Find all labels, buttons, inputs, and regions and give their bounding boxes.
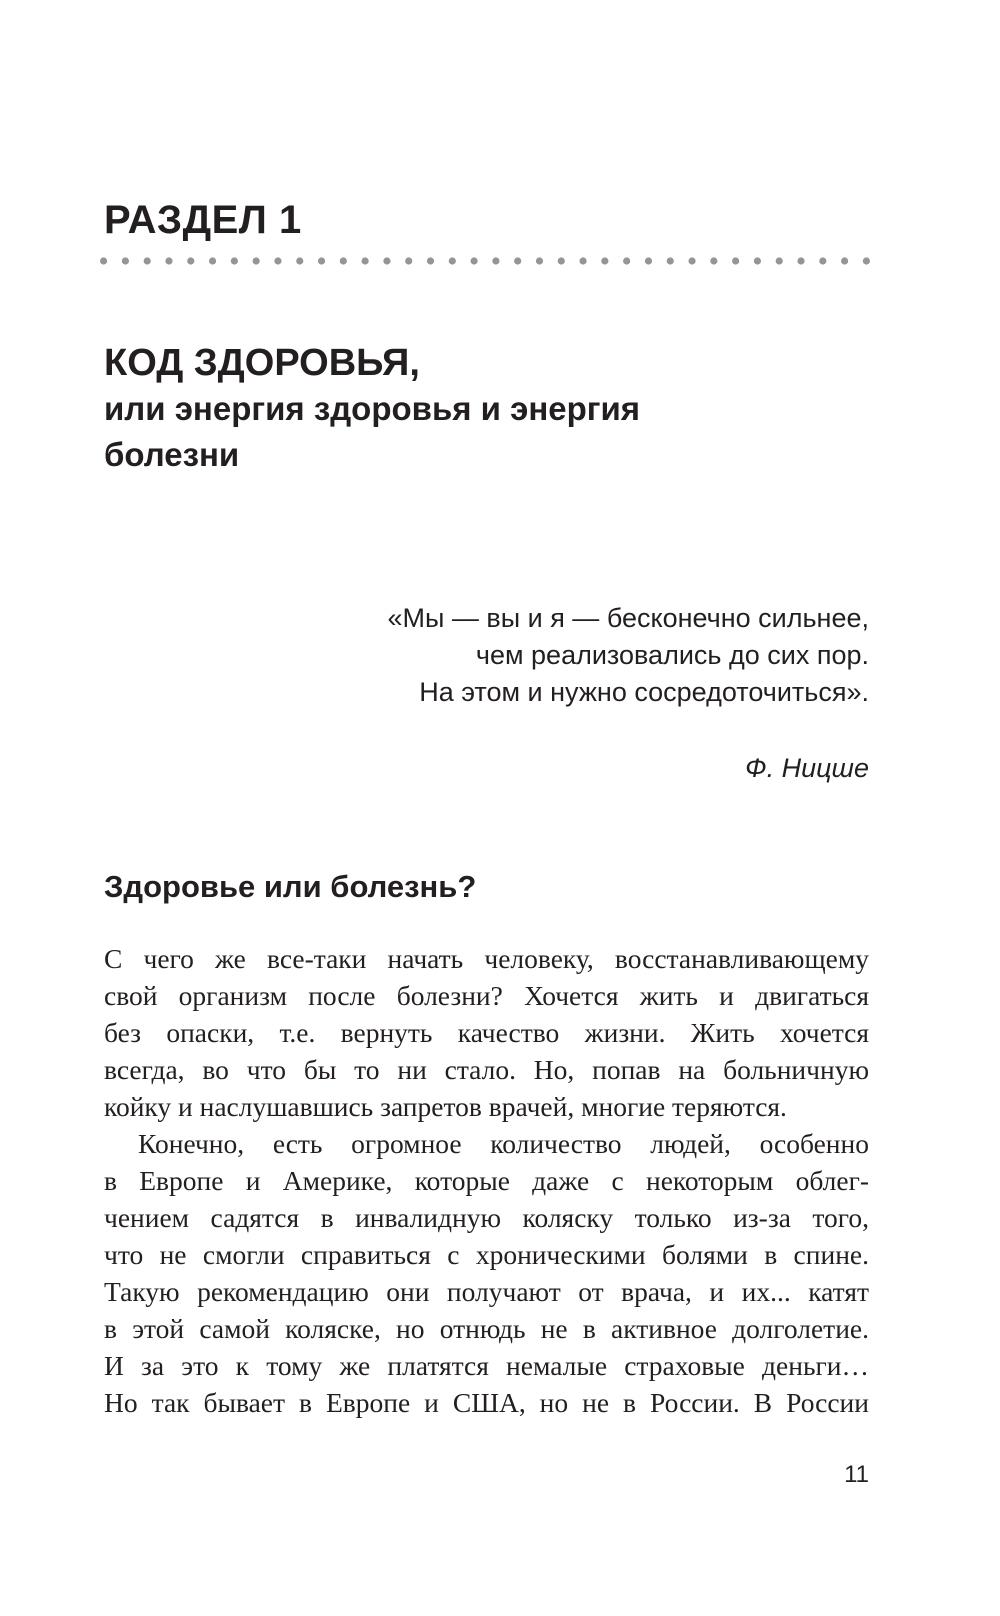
divider-dot [710, 257, 717, 264]
divider-dot [819, 257, 826, 264]
page-number: 11 [844, 1461, 869, 1488]
epigraph-line: «Мы — вы и я — бесконечно сильнее, [387, 603, 869, 633]
paragraph-2 [104, 1125, 869, 1421]
divider-dot [296, 257, 303, 264]
body-text [104, 940, 869, 1421]
divider-dot [492, 257, 499, 264]
divider-dot [187, 257, 194, 264]
text-line: чением садятся в инвалидную коляску только из-за того, [104, 1202, 869, 1233]
divider-dot [427, 257, 434, 264]
text-line: всегда, во что бы то ни стало. Но, попав на больничную [104, 1054, 869, 1085]
text-line: без опаски, т.е. вернуть качество жизни. Жить хочется [104, 1017, 869, 1048]
chapter-subtitle-line-1: или энергия здоровья и энергия [104, 390, 641, 427]
divider-dot [274, 257, 281, 264]
divider-dot [122, 257, 129, 264]
divider-dot [688, 257, 695, 264]
divider-dot [514, 257, 521, 264]
divider-dot [558, 257, 565, 264]
subheading: Здоровье или болезнь? [104, 869, 477, 904]
text-line: И за это к тому же платятся немалые страховые деньги… [104, 1350, 869, 1381]
divider-dot [405, 257, 412, 264]
chapter-title [104, 340, 864, 478]
chapter-title-main: КОД ЗДОРОВЬЯ, [104, 342, 420, 384]
text-line: Такую рекомендацию они получают от врача, и их... катят [104, 1276, 869, 1307]
epigraph-line: чем реализовались до сих пор. [475, 640, 869, 670]
divider-dot [144, 257, 151, 264]
divider-dot [383, 257, 390, 264]
divider-dot [231, 257, 238, 264]
divider-dot [579, 257, 586, 264]
section-label: РАЗДЕЛ 1 [104, 198, 302, 242]
dotted-divider [100, 255, 870, 267]
text-line: Конечно, есть огромное количество людей, особенно [138, 1128, 869, 1159]
divider-dot [754, 257, 761, 264]
chapter-subtitle-line-2: болезни [104, 436, 240, 473]
text-line: что не смогли справиться с хроническими болями в спине. [104, 1239, 869, 1270]
epigraph-author: Ф. Ницше [745, 753, 869, 783]
text-line: в Европе и Америке, которые даже с некоторым облег- [104, 1165, 869, 1196]
text-line: Но так бывает в Европе и США, но не в России. В России [104, 1387, 869, 1418]
divider-dot [340, 257, 347, 264]
divider-dot [623, 257, 630, 264]
text-line: койку и наслушавшись запретов врачей, многие теряются. [104, 1091, 787, 1122]
epigraph-quote [300, 600, 869, 711]
divider-dot [841, 257, 848, 264]
divider-dot [100, 257, 107, 264]
divider-dot [732, 257, 739, 264]
divider-dot [209, 257, 216, 264]
divider-dot [667, 257, 674, 264]
text-line: С чего же все-таки начать человеку, восстанавливающему [104, 943, 869, 974]
divider-dot [253, 257, 260, 264]
text-line: свой организм после болезни? Хочется жить и двигаться [104, 980, 869, 1011]
divider-dot [362, 257, 369, 264]
divider-dot [449, 257, 456, 264]
divider-dot [797, 257, 804, 264]
divider-dot [601, 257, 608, 264]
divider-dot [536, 257, 543, 264]
divider-dot [645, 257, 652, 264]
divider-dot [863, 257, 870, 264]
divider-dot [776, 257, 783, 264]
divider-dot [165, 257, 172, 264]
text-line: в этой самой коляске, но отнюдь не в активное долголетие. [104, 1313, 869, 1344]
divider-dot [318, 257, 325, 264]
epigraph-line: На этом и нужно сосредоточиться». [419, 677, 869, 707]
paragraph-1 [104, 940, 869, 1125]
divider-dot [471, 257, 478, 264]
